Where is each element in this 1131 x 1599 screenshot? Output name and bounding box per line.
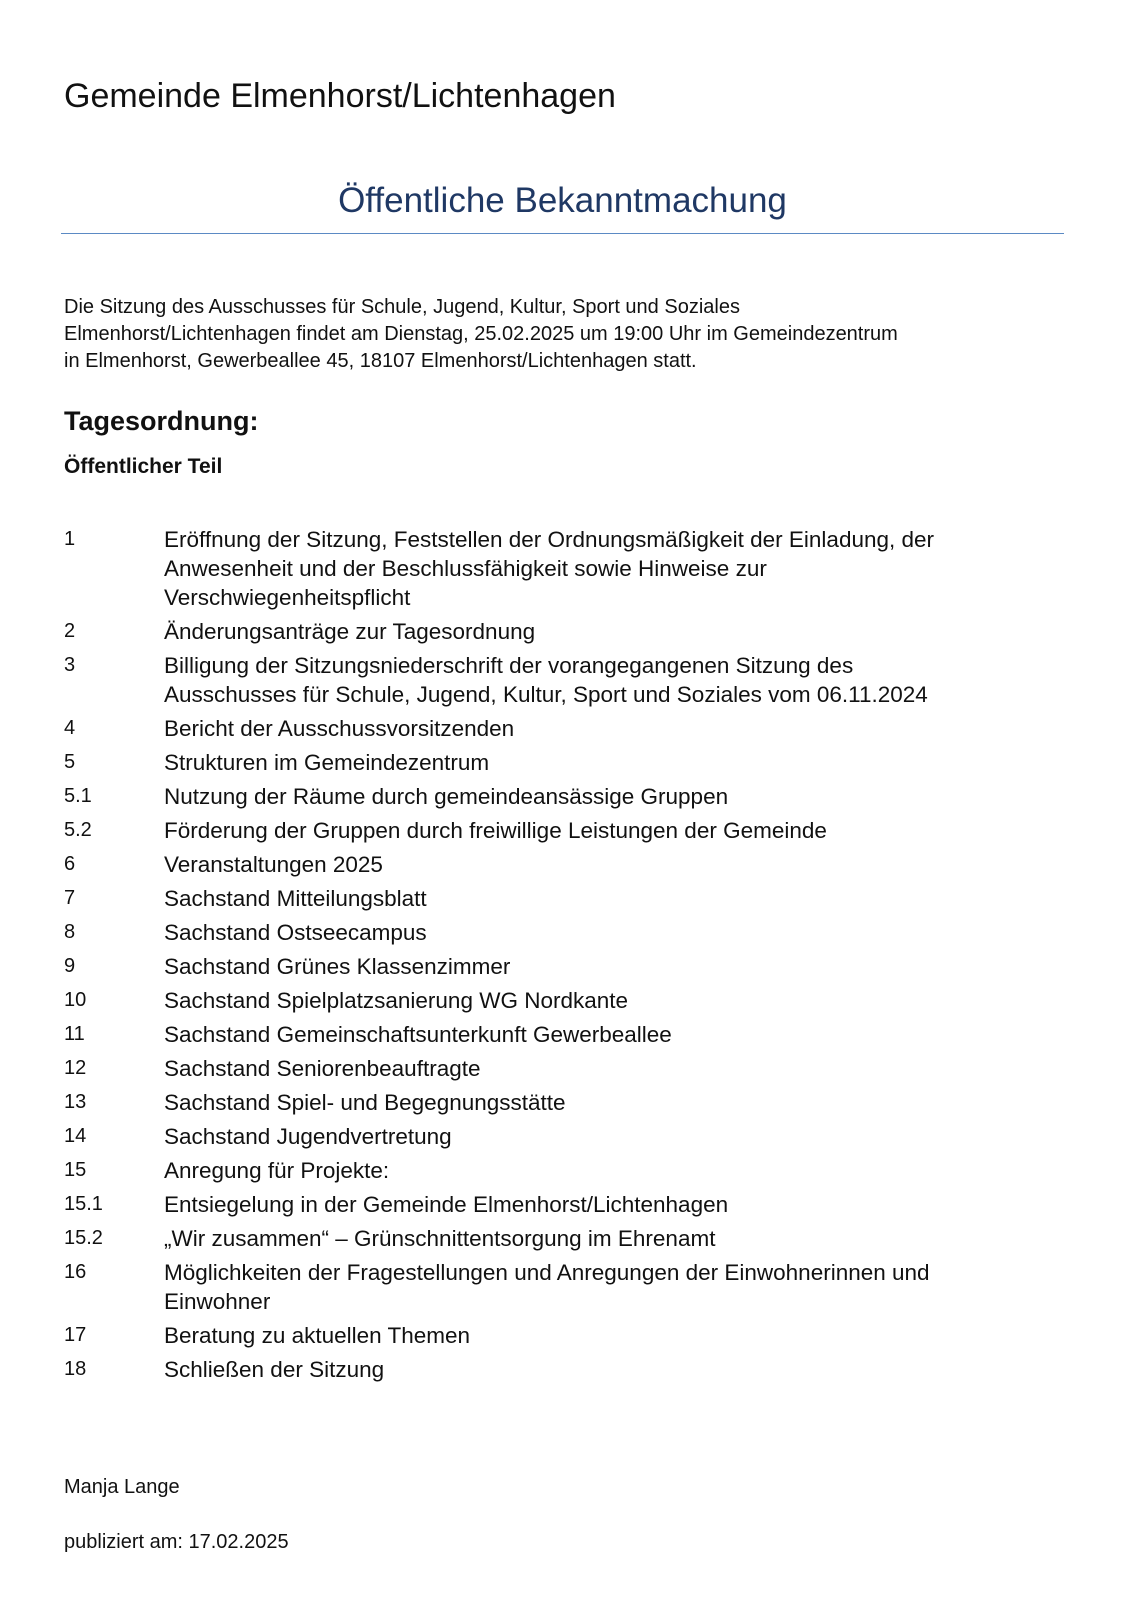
agenda-item-text <box>164 952 1064 981</box>
agenda-item-line: Sachstand Spielplatzsanierung WG Nordkante <box>164 988 629 1013</box>
agenda-item-number: 1 <box>64 528 76 550</box>
agenda-item-line: Anwesenheit und der Beschlussfähigkeit sowie Hinweise zur <box>164 556 767 581</box>
agenda-item-number: 15.1 <box>64 1193 103 1215</box>
agenda-item-text <box>164 617 1064 646</box>
agenda-item-number: 15.2 <box>64 1227 103 1249</box>
agenda-item <box>64 525 1064 612</box>
agenda-item-text <box>164 1190 1064 1219</box>
agenda-item <box>64 1088 1064 1117</box>
agenda-item-text <box>164 1258 1064 1316</box>
agenda-item-number: 8 <box>64 921 76 943</box>
agenda-item-text <box>164 1122 1064 1151</box>
intro-line: in Elmenhorst, Gewerbeallee 45, 18107 Elmenhorst/Lichtenhagen statt. <box>64 350 697 372</box>
agenda-item-text <box>164 1224 1064 1253</box>
agenda-item <box>64 850 1064 879</box>
agenda-item-number: 4 <box>64 717 76 739</box>
agenda-item-text <box>164 748 1064 777</box>
agenda-item-number: 2 <box>64 620 76 642</box>
agenda-item <box>64 1122 1064 1151</box>
document-title: Öffentliche Bekanntmachung <box>338 181 787 220</box>
agenda-item-line: Sachstand Ostseecampus <box>164 920 427 945</box>
agenda-item <box>64 952 1064 981</box>
agenda-item <box>64 617 1064 646</box>
agenda-item-text <box>164 1321 1064 1350</box>
agenda-item-line: Möglichkeiten der Fragestellungen und Anregungen der Einwohnerinnen und <box>164 1260 930 1285</box>
agenda-item-text <box>164 714 1064 743</box>
agenda-item-line: Ausschusses für Schule, Jugend, Kultur, Sport und Soziales vom 06.11.2024 <box>164 682 928 707</box>
agenda-item-text <box>164 986 1064 1015</box>
section-heading-public: Öffentlicher Teil <box>64 455 223 478</box>
agenda-item-line: Bericht der Ausschussvorsitzenden <box>164 716 515 741</box>
agenda-item <box>64 651 1064 709</box>
agenda-item-line: Entsiegelung in der Gemeinde Elmenhorst/Lichtenhagen <box>164 1192 729 1217</box>
agenda-item-text <box>164 1355 1064 1384</box>
agenda-item-number: 14 <box>64 1125 87 1147</box>
agenda-item-number: 18 <box>64 1358 87 1380</box>
agenda-item-number: 9 <box>64 955 76 977</box>
agenda-item <box>64 714 1064 743</box>
agenda-item-number: 5.1 <box>64 785 92 807</box>
agenda-item <box>64 816 1064 845</box>
agenda-item-number: 5 <box>64 751 76 773</box>
agenda-item-number: 6 <box>64 853 76 875</box>
agenda-item-line: Anregung für Projekte: <box>164 1158 390 1183</box>
agenda-item-line: Sachstand Spiel- und Begegnungsstätte <box>164 1090 566 1115</box>
agenda-item-number: 13 <box>64 1091 87 1113</box>
agenda-item-number: 10 <box>64 989 87 1011</box>
agenda-item <box>64 884 1064 913</box>
agenda-item <box>64 1020 1064 1049</box>
agenda-item <box>64 782 1064 811</box>
agenda-item <box>64 748 1064 777</box>
agenda-item-line: Beratung zu aktuellen Themen <box>164 1323 471 1348</box>
agenda-item-text <box>164 918 1064 947</box>
agenda-item-line: Strukturen im Gemeindezentrum <box>164 750 490 775</box>
agenda-item-text <box>164 1054 1064 1083</box>
agenda-item <box>64 1054 1064 1083</box>
agenda-item <box>64 1258 1064 1316</box>
agenda-item-text <box>164 1088 1064 1117</box>
agenda-item <box>64 1224 1064 1253</box>
agenda-item-text <box>164 525 1064 612</box>
agenda-item-line: Billigung der Sitzungsniederschrift der vorangegangenen Sitzung des <box>164 653 854 678</box>
agenda-item <box>64 918 1064 947</box>
intro-line: Elmenhorst/Lichtenhagen findet am Dienstag, 25.02.2025 um 19:00 Uhr im Gemeindezentrum <box>64 323 898 345</box>
agenda-item-line: Sachstand Mitteilungsblatt <box>164 886 427 911</box>
agenda-item-text <box>164 884 1064 913</box>
agenda-item <box>64 1355 1064 1384</box>
agenda-item <box>64 1190 1064 1219</box>
agenda-heading: Tagesordnung: <box>64 406 259 436</box>
agenda-item-text <box>164 816 1064 845</box>
agenda-item-text <box>164 1156 1064 1185</box>
agenda-item-line: „Wir zusammen“ – Grünschnittentsorgung im Ehrenamt <box>164 1226 716 1251</box>
agenda-list <box>64 525 1064 1389</box>
agenda-item-line: Nutzung der Räume durch gemeindeansässige Gruppen <box>164 784 729 809</box>
signatory-name: Manja Lange <box>64 1476 180 1498</box>
agenda-item-text <box>164 1020 1064 1049</box>
agenda-item-number: 5.2 <box>64 819 92 841</box>
agenda-item-line: Verschwiegenheitspflicht <box>164 585 411 610</box>
agenda-item-line: Förderung der Gruppen durch freiwillige Leistungen der Gemeinde <box>164 818 827 843</box>
agenda-item-number: 11 <box>64 1023 85 1045</box>
agenda-item-line: Sachstand Gemeinschaftsunterkunft Gewerbeallee <box>164 1022 672 1047</box>
agenda-item-text <box>164 651 1064 709</box>
agenda-item-line: Schließen der Sitzung <box>164 1357 385 1382</box>
agenda-item <box>64 1321 1064 1350</box>
published-date: publiziert am: 17.02.2025 <box>64 1531 289 1553</box>
agenda-item-line: Veranstaltungen 2025 <box>164 852 383 877</box>
agenda-item-number: 15 <box>64 1159 87 1181</box>
agenda-item-text <box>164 850 1064 879</box>
agenda-item-number: 12 <box>64 1057 87 1079</box>
agenda-item-line: Sachstand Grünes Klassenzimmer <box>164 954 511 979</box>
agenda-item-number: 7 <box>64 887 76 909</box>
agenda-item-text <box>164 782 1064 811</box>
title-divider <box>61 233 1064 234</box>
agenda-item <box>64 986 1064 1015</box>
agenda-item-number: 16 <box>64 1261 87 1283</box>
intro-line: Die Sitzung des Ausschusses für Schule, Jugend, Kultur, Sport und Soziales <box>64 296 740 318</box>
agenda-item <box>64 1156 1064 1185</box>
intro-paragraph <box>64 294 1064 375</box>
agenda-item-line: Änderungsanträge zur Tagesordnung <box>164 619 536 644</box>
agenda-item-number: 17 <box>64 1324 87 1346</box>
municipality-name: Gemeinde Elmenhorst/Lichtenhagen <box>64 77 616 115</box>
agenda-item-line: Sachstand Jugendvertretung <box>164 1124 452 1149</box>
agenda-item-number: 3 <box>64 654 76 676</box>
agenda-item-line: Eröffnung der Sitzung, Feststellen der Ordnungsmäßigkeit der Einladung, der <box>164 527 935 552</box>
agenda-item-line: Sachstand Seniorenbeauftragte <box>164 1056 481 1081</box>
agenda-item-line: Einwohner <box>164 1289 271 1314</box>
